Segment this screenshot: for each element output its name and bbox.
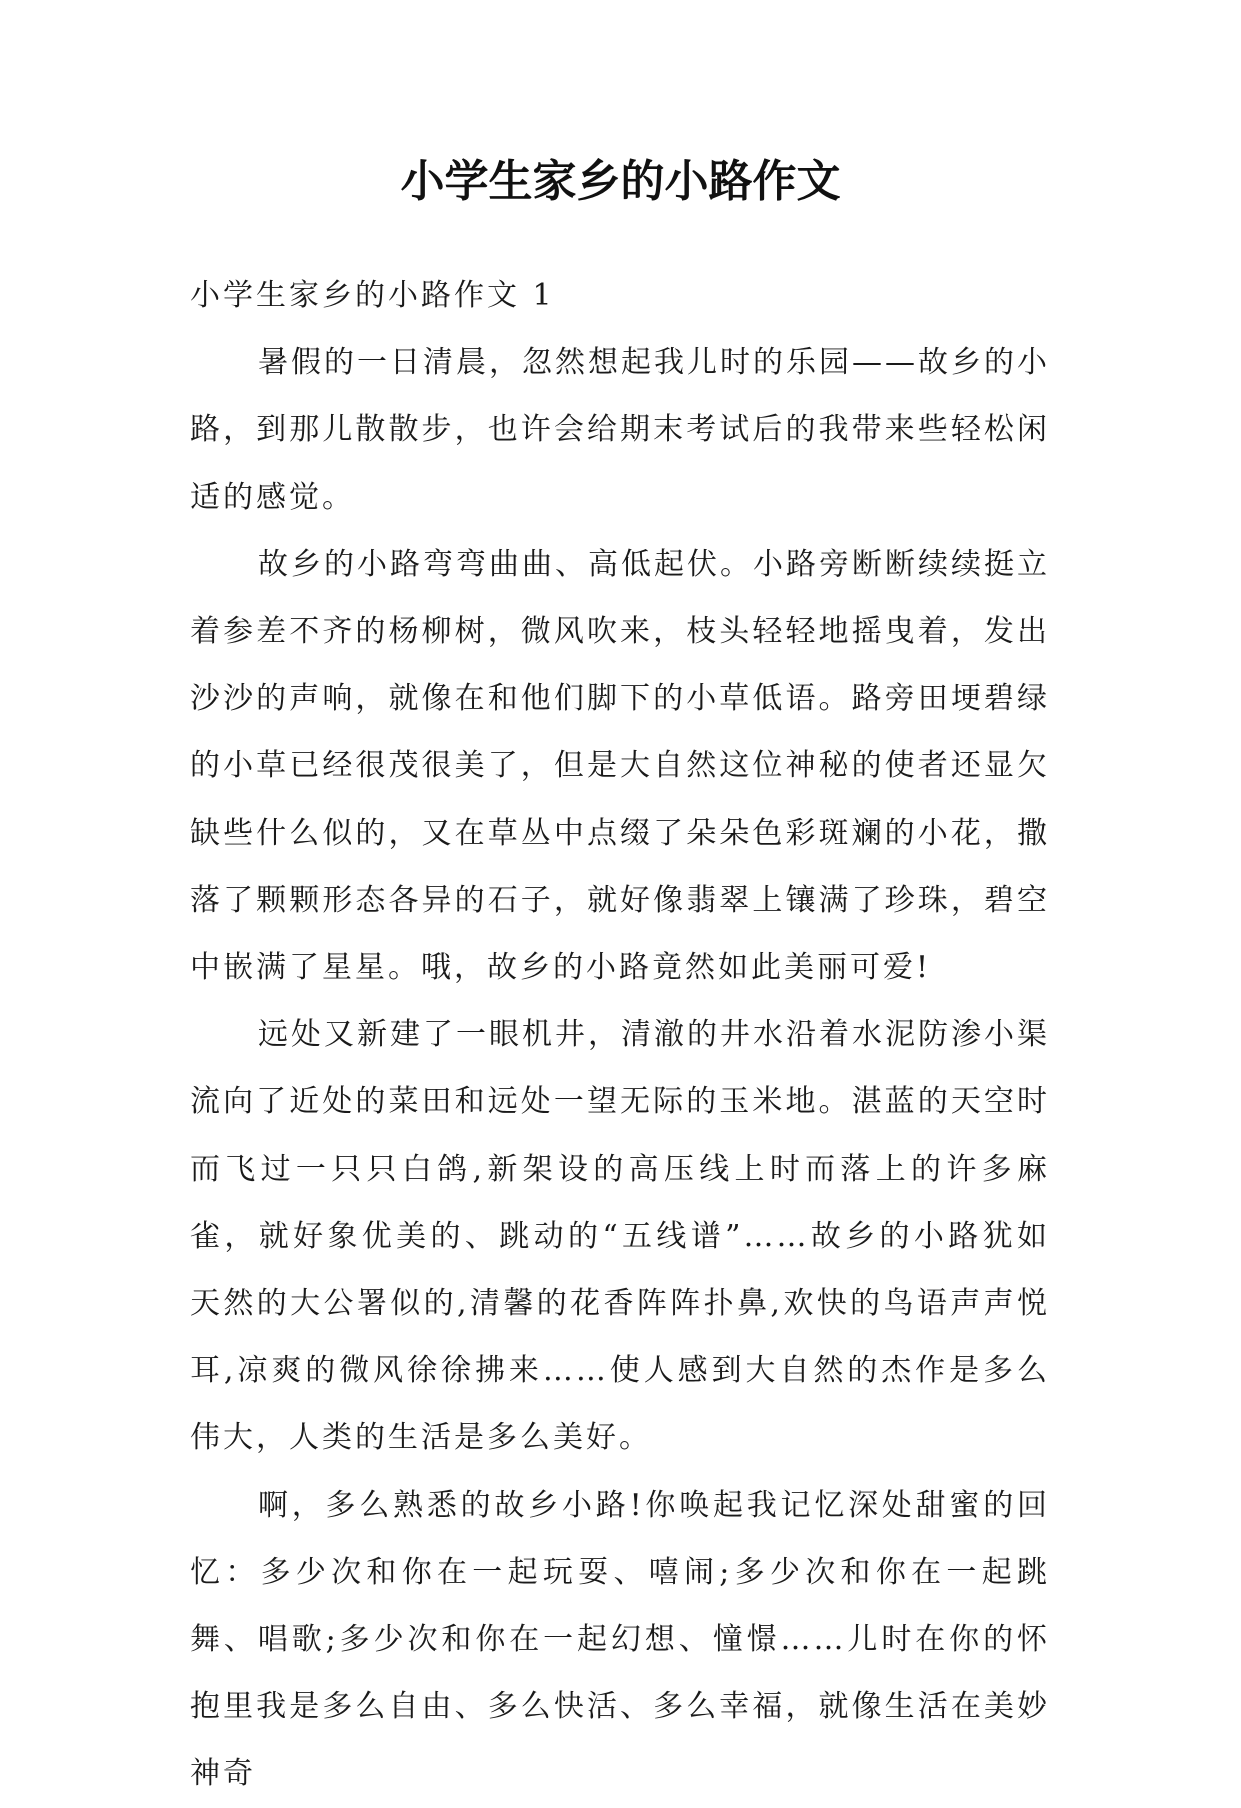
paragraph: 远处又新建了一眼机井，清澈的井水沿着水泥防渗小渠流向了近处的菜田和远处一望无际的玉米地。湛蓝的天空时而飞过一只只白鸽,新架设的高压线上时而落上的许多麻雀，就好象优美的、跳动的“五线谱”……故乡的小路犹如天然的大公署似的,清馨的花香阵阵扑鼻,欢快的鸟语声声悦耳,凉爽的微风徐徐拂来……使人感到大自然的杰作是多么伟大，人类的生活是多么美好。 (190, 1017, 1050, 1456)
document-body (190, 262, 1050, 1808)
paragraph: 故乡的小路弯弯曲曲、高低起伏。小路旁断断续续挺立着参差不齐的杨柳树，微风吹来，枝头轻轻地摇曳着，发出沙沙的声响，就像在和他们脚下的小草低语。路旁田埂碧绿的小草已经很茂很美了，但是大自然这位神秘的使者还显欠缺些什么似的，又在草丛中点缀了朵朵色彩斑斓的小花，撒落了颗颗形态各异的石子，就好像翡翠上镶满了珍珠，碧空中嵌满了星星。哦，故乡的小路竟然如此美丽可爱! (190, 546, 1050, 986)
paragraph: 啊，多么熟悉的故乡小路!你唤起我记忆深处甜蜜的回忆：多少次和你在一起玩耍、嘻闹;多少次和你在一起跳舞、唱歌;多少次和你在一起幻想、憧憬……儿时在你的怀抱里我是多么自由、多么快活、多么幸福，就像生活在美妙神奇 (190, 1487, 1050, 1792)
section-heading: 小学生家乡的小路作文 1 (190, 278, 555, 313)
paragraph: 暑假的一日清晨，忽然想起我儿时的乐园——故乡的小路，到那儿散散步，也许会给期末考试后的我带来些轻松闲适的感觉。 (190, 345, 1050, 515)
page-title: 小学生家乡的小路作文 (400, 156, 841, 207)
